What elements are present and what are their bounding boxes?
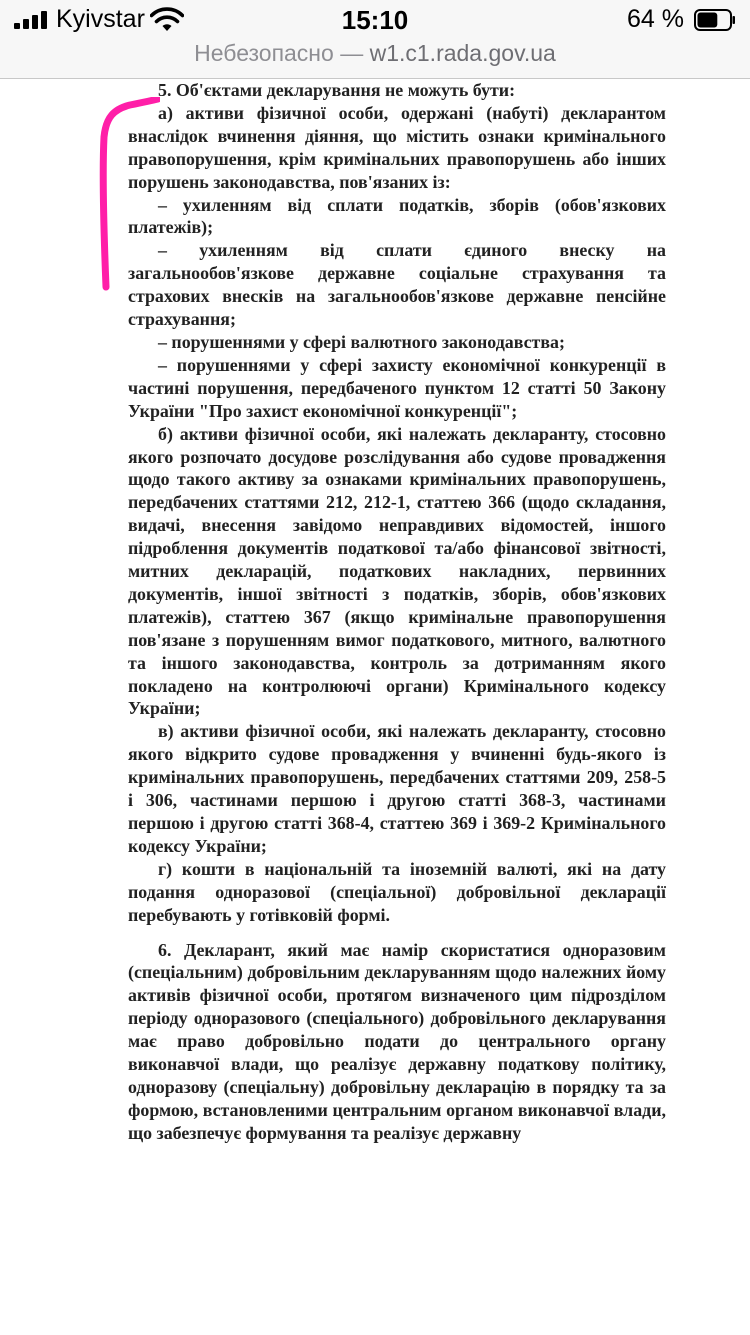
address-bar[interactable] [0, 40, 750, 78]
battery-icon [694, 9, 736, 31]
page-content[interactable] [0, 78, 750, 1335]
paragraph-item-a: а) активи фізичної особи, одержані (набуті) декларантом внаслідок вчинення діяння, що містить ознаки кримінального правопорушення, крім кримінальних правопорушень або інших порушень законодавства, пов'язаних із: [128, 102, 666, 192]
clock: 15:10 [341, 5, 409, 35]
carrier-name: Kyivstar [56, 5, 145, 33]
paragraph-item-g: г) кошти в національній та іноземній валюті, які на дату подання одноразової (спеціальної) добровільної декларації перебувають у готівковій формі. [128, 858, 666, 925]
law-text [128, 79, 666, 1145]
status-bar [0, 0, 750, 40]
paragraph-dash-social-contribution: – ухиленням від сплати єдиного внеску на загальнообов'язкове державне соціальне страхування та страхових внесків на загальнообов'язкове державне пенсійне страхування; [128, 240, 666, 330]
paragraph-item-v: в) активи фізичної особи, які належать декларанту, стосовно якого відкрито судове провадження у вчиненні будь-якого із кримінальних правопорушень, передбачених статтями 209, 258-5 і 306, частинами першою і другою статті 368-3, частинами першою і другою статті 368-4, статтею 369 і 369-2 Кримінального кодексу України; [128, 721, 666, 856]
paragraph-section-6: 6. Декларант, який має намір скористатися одноразовим (спеціальним) добровільним декларуванням щодо належних йому активів фізичної особи, протягом визначеного цим підрозділом періоду одноразового (спеціального) добровільного декларування має право добровільно подати до центрального органу виконавчої влади, що реалізує державну податкову політику, одноразову (спеціальну) добровільну декларацію в порядку та за формою, встановленими центральним органом виконавчої влади, що забезпечує формування та реалізує державну [128, 939, 666, 1143]
url-host[interactable]: w1.c1.rada.gov.ua [369, 40, 556, 66]
paragraph-item-b: б) активи фізичної особи, які належать декларанту, стосовно якого розпочато досудове розслідування або судове провадження щодо такого активу за ознаками кримінальних правопорушень, передбачених статтями 212, 212-1, статтею 366 (щодо складання, видачі, внесення завідомо неправдивих відомостей, іншого підроблення документів податкової та/або фінансової звітності, митних декларацій, податкових накладних, первинних документів, іншої звітності з податків, зборів, обов'язкових платежів), статтею 367 (якщо кримінальне правопорушення пов'язане з порушенням вимог податкового, митного, валютного та іншого законодавства, контроль за дотриманням якого покладено на контролюючі органи) Кримінального кодексу України; [128, 423, 666, 719]
paragraph-heading-5: 5. Об'єктами декларування не можуть бути: [158, 80, 516, 100]
battery-fill [698, 13, 718, 28]
paragraph-dash-currency: – порушеннями у сфері валютного законодавства; [158, 331, 565, 352]
paragraph-dash-competition: – порушеннями у сфері захисту економічної конкуренції в частині порушення, передбаченого пунктом 12 статті 50 Закону України "Про захист економічної конкуренції"; [128, 354, 666, 421]
battery-percent: 64 % [627, 5, 684, 33]
security-warning: Небезопасно — [194, 40, 364, 66]
paragraph-dash-taxes: – ухиленням від сплати податків, зборів (обов'язкових платежів); [128, 194, 666, 238]
